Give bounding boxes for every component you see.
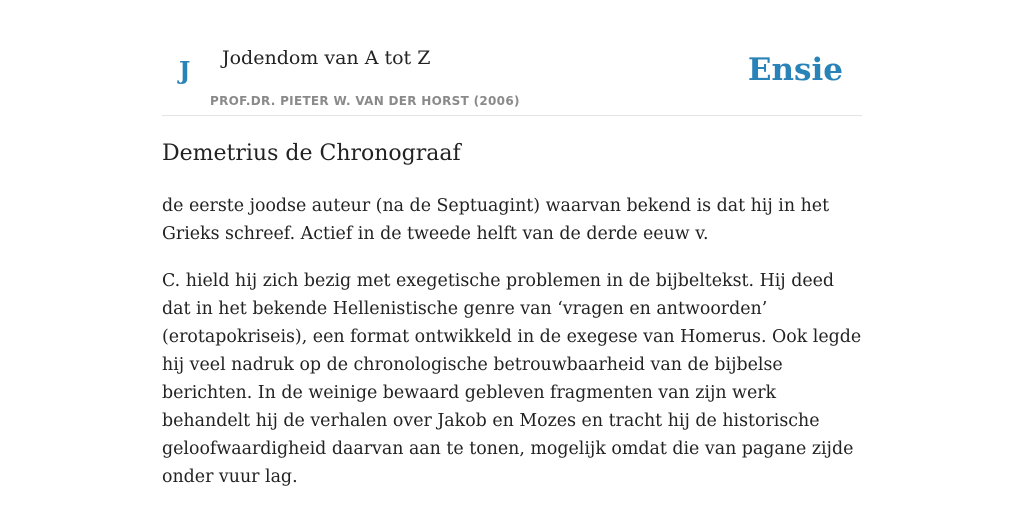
entry-paragraph-1: de eerste joodse auteur (na de Septuagint) waarvan bekend is dat hij in het Grieks schreef. Actief in de tweede helft van de derde eeuw v.	[162, 196, 830, 244]
book-author: PROF.DR. PIETER W. VAN DER HORST (2006)	[210, 94, 520, 108]
letter-badge[interactable]: J	[179, 56, 191, 85]
entry-body	[162, 192, 862, 510]
entry-paragraph-2: C. hield hij zich bezig met exegetische problemen in de bijbeltekst. Hij deed dat in het bekende Hellenistische genre van ‘vragen en antwoorden’ (erotapokriseis), een format ontwikkeld in de exegese van Homerus. Ook legde hij veel nadruk op de chronologische betrouwbaarheid van de bijbelse berichten. In de weinige bewaard gebleven fragmenten van zijn werk behandelt hij de verhalen over Jakob en Mozes en tracht hij de historische geloofwaardigheid daarvan aan te tonen, mogelijk omdat die van pagane zijde onder vuur lag.	[162, 271, 862, 487]
entry-title: Demetrius de Chronograaf	[162, 141, 461, 166]
book-title-link[interactable]: Jodendom van A tot Z	[222, 47, 431, 69]
ensie-logo[interactable]: Ensie	[747, 52, 843, 88]
entry-page	[162, 0, 862, 512]
book-header	[162, 0, 862, 116]
